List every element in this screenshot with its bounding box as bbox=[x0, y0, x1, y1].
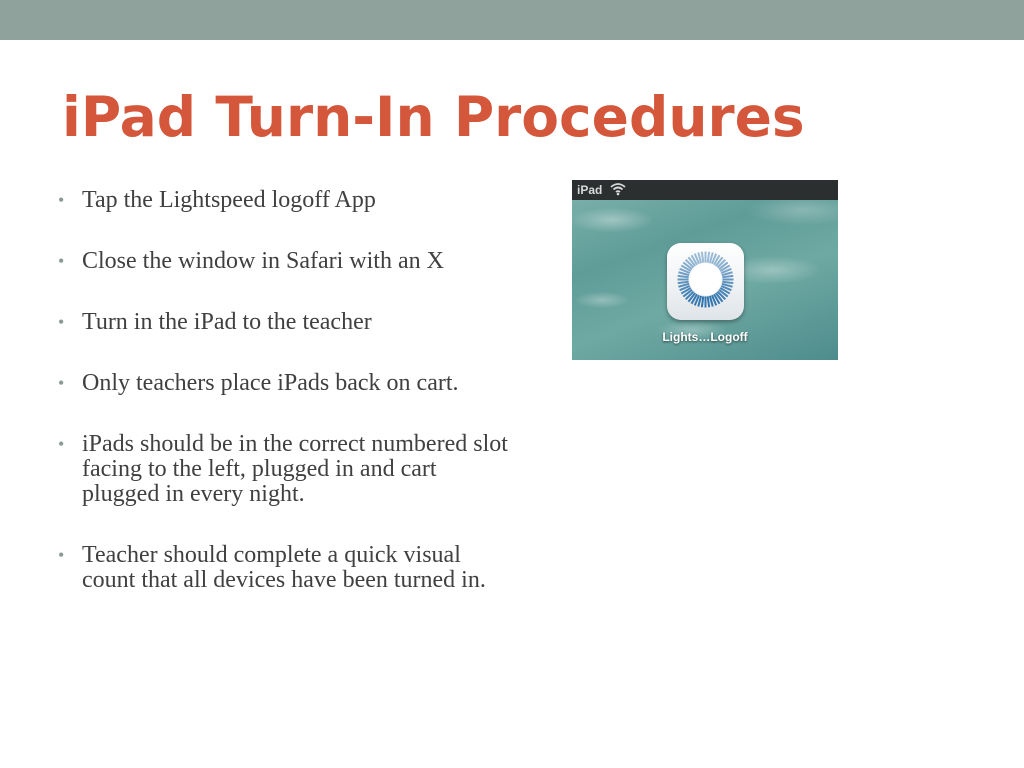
bullet-item bbox=[58, 432, 518, 507]
bullet-item bbox=[58, 371, 518, 396]
bullet-text: iPads should be in the correct numbered slot facing to the left, plugged in and cart plugged in every night. bbox=[82, 431, 508, 507]
app-icon-label: Lights…Logoff bbox=[662, 330, 748, 344]
bullet-item bbox=[58, 543, 518, 593]
bullet-dot-icon: • bbox=[58, 190, 65, 210]
bullet-item bbox=[58, 188, 518, 213]
bullet-text: Turn in the iPad to the teacher bbox=[82, 309, 372, 335]
status-bar-label: iPad bbox=[577, 183, 603, 197]
bullet-dot-icon: • bbox=[58, 434, 65, 454]
ipad-screenshot-image bbox=[572, 180, 838, 360]
bullet-item bbox=[58, 310, 518, 335]
bullet-dot-icon: • bbox=[58, 251, 65, 271]
lightspeed-logoff-app-icon bbox=[667, 243, 744, 320]
bullet-dot-icon: • bbox=[58, 312, 65, 332]
bullet-dot-icon: • bbox=[58, 373, 65, 393]
bullet-text: Close the window in Safari with an X bbox=[82, 248, 444, 274]
top-accent-bar bbox=[0, 0, 1024, 40]
bullet-text: Only teachers place iPads back on cart. bbox=[82, 370, 459, 396]
bullet-text: Teacher should complete a quick visual count that all devices have been turned in. bbox=[82, 542, 486, 593]
bullet-text: Tap the Lightspeed logoff App bbox=[82, 187, 376, 213]
wifi-icon bbox=[610, 182, 626, 196]
slide-title: iPad Turn-In Procedures bbox=[62, 85, 805, 149]
ipad-status-bar bbox=[572, 180, 838, 200]
bullet-list bbox=[58, 188, 518, 629]
bullet-item bbox=[58, 249, 518, 274]
bullet-dot-icon: • bbox=[58, 545, 65, 565]
